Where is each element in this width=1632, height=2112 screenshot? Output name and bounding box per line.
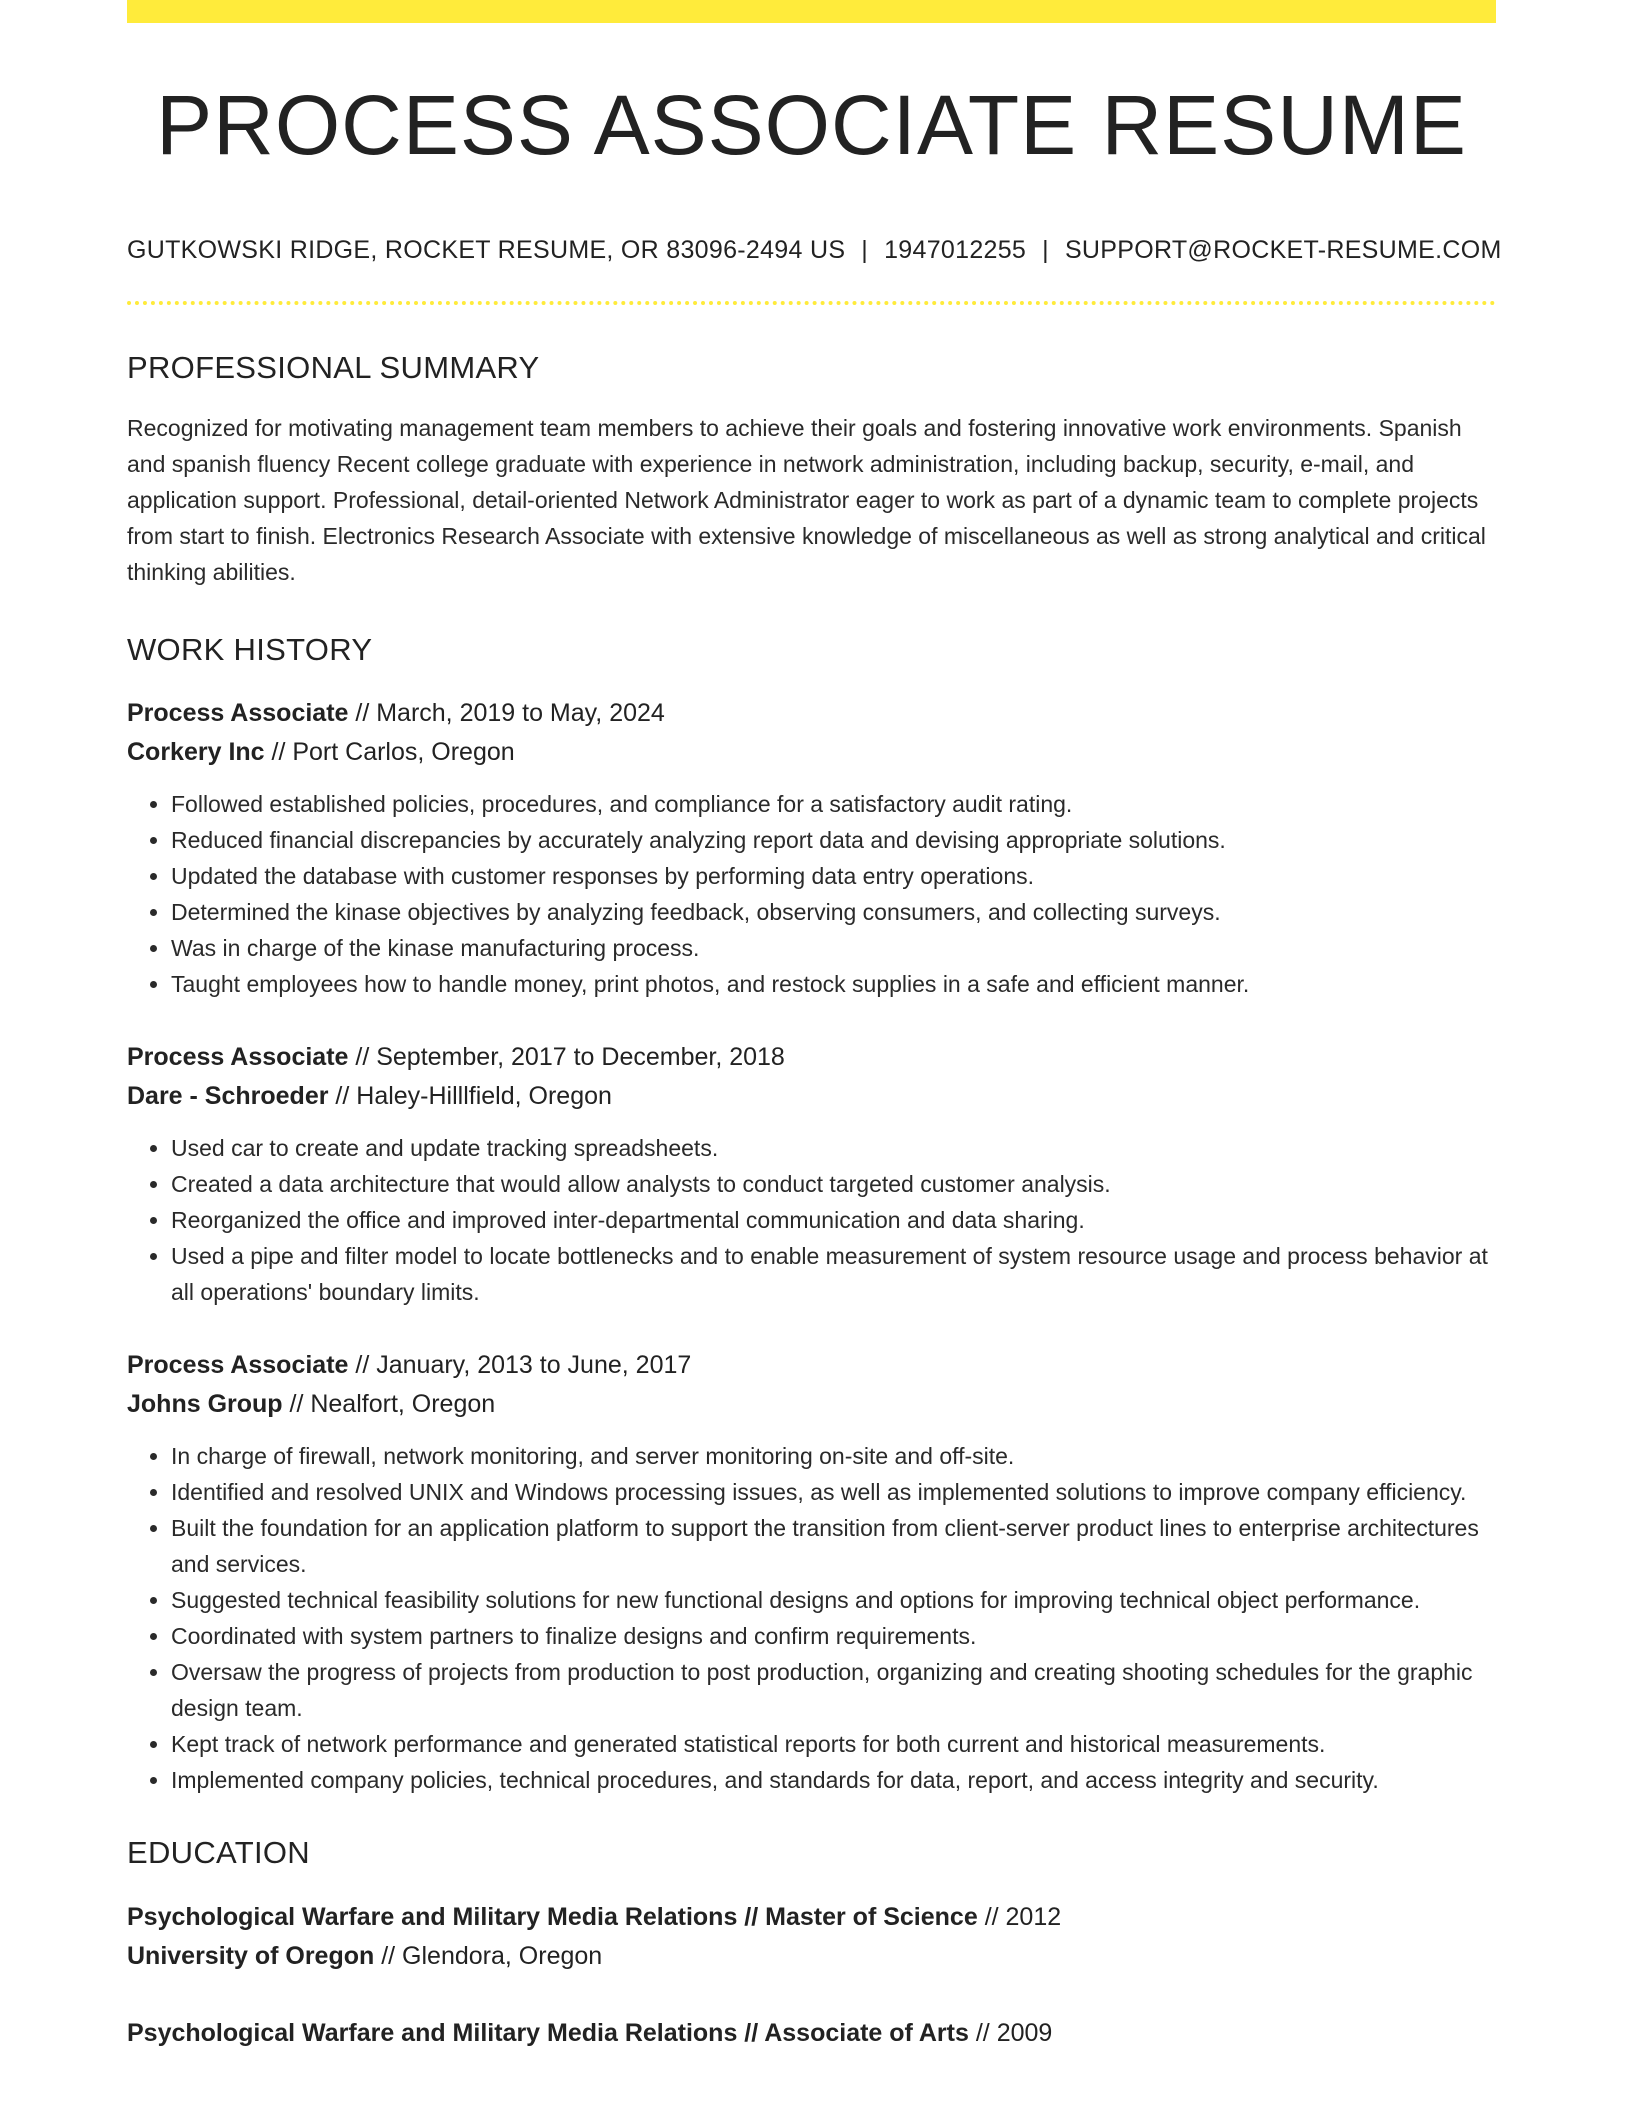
- job-bullet: • Suggested technical feasibility solutions for new functional designs and options for improving technical object performance.: [171, 1582, 1496, 1618]
- job-title: Process Associate: [127, 1043, 349, 1072]
- job-bullet: • Built the foundation for an application platform to support the transition from client-server product lines to enterprise architectures and services.: [171, 1510, 1496, 1582]
- job-company: Dare - Schroeder: [127, 1082, 329, 1111]
- job-title-line: [127, 1346, 1496, 1385]
- education-list: [127, 1898, 1496, 2053]
- job-bullet: • Kept track of network performance and generated statistical reports for both current and historical measurements.: [171, 1726, 1496, 1762]
- job-company: Johns Group: [127, 1390, 283, 1419]
- education-degree: Psychological Warfare and Military Media Relations // Master of Science: [127, 1902, 978, 1931]
- resume-page: [127, 0, 1502, 2053]
- contact-separator: |: [861, 236, 869, 264]
- job-location: // Port Carlos, Oregon: [271, 738, 515, 767]
- job-bullet: • Used car to create and update tracking spreadsheets.: [171, 1130, 1496, 1166]
- job-entry: [127, 1346, 1496, 1798]
- job-company-line: [127, 1077, 1496, 1116]
- education-heading: EDUCATION: [127, 1835, 310, 1871]
- education-year: // 2009: [975, 2018, 1053, 2047]
- contact-line: [127, 235, 1502, 265]
- contact-separator: |: [1042, 236, 1049, 264]
- education-degree: Psychological Warfare and Military Media Relations // Associate of Arts: [127, 2018, 969, 2047]
- education-location: // Glendora, Oregon: [381, 1941, 603, 1970]
- education-degree-line: [127, 2014, 1496, 2053]
- education-year: // 2012: [984, 1902, 1062, 1931]
- job-company-line: [127, 1385, 1496, 1424]
- job-bullet-list: [127, 786, 1496, 1002]
- job-bullet-list: [127, 1438, 1496, 1798]
- job-bullet: • Coordinated with system partners to finalize designs and confirm requirements.: [171, 1618, 1496, 1654]
- job-title: Process Associate: [127, 1351, 349, 1380]
- job-bullet: • Taught employees how to handle money, print photos, and restock supplies in a safe and efficient manner.: [171, 966, 1496, 1002]
- education-entry: [127, 2014, 1496, 2053]
- job-bullet: • Oversaw the progress of projects from production to post production, organizing and creating shooting schedules for the graphic design team.: [171, 1654, 1496, 1726]
- job-bullet: • Followed established policies, procedures, and compliance for a satisfactory audit rating.: [171, 786, 1496, 822]
- job-dates: // January, 2013 to June, 2017: [355, 1351, 692, 1380]
- job-location: // Haley-Hilllfield, Oregon: [335, 1082, 612, 1111]
- job-entry: [127, 694, 1496, 1002]
- job-bullet: • Was in charge of the kinase manufacturing process.: [171, 930, 1496, 966]
- job-title: Process Associate: [127, 699, 349, 728]
- job-bullet: • Identified and resolved UNIX and Windows processing issues, as well as implemented solutions to improve company efficiency.: [171, 1474, 1496, 1510]
- education-degree-line: [127, 1898, 1496, 1937]
- summary-heading: PROFESSIONAL SUMMARY: [127, 350, 540, 385]
- education-school-line: [127, 1937, 1496, 1976]
- job-bullet: • Used a pipe and filter model to locate bottlenecks and to enable measurement of system resource usage and process behavior at all operations' boundary limits.: [171, 1238, 1496, 1310]
- job-bullet: • In charge of firewall, network monitoring, and server monitoring on-site and off-site.: [171, 1438, 1496, 1474]
- job-bullet-list: [127, 1130, 1496, 1310]
- work-history-list: [127, 694, 1496, 1798]
- resume-title: PROCESS ASSOCIATE RESUME: [156, 78, 1467, 172]
- job-dates: // September, 2017 to December, 2018: [355, 1043, 785, 1072]
- job-bullet: • Updated the database with customer responses by performing data entry operations.: [171, 858, 1496, 894]
- education-entry: [127, 1898, 1496, 1976]
- job-title-line: [127, 1038, 1496, 1077]
- work-history-heading: WORK HISTORY: [127, 632, 373, 668]
- contact-address: GUTKOWSKI RIDGE, ROCKET RESUME, OR 83096-2494 US: [127, 236, 846, 264]
- job-bullet: • Implemented company policies, technical procedures, and standards for data, report, and access integrity and security.: [171, 1762, 1496, 1798]
- job-bullet: • Created a data architecture that would allow analysts to conduct targeted customer analysis.: [171, 1166, 1496, 1202]
- summary-text: Recognized for motivating management team members to achieve their goals and fostering innovative work environments. Spanish and spanish fluency Recent college graduate with experience in network administration, including backup, security, e-mail, and application support. Professional, detail-oriented Network Administrator eager to work as part of a dynamic team to complete projects from start to finish. Electronics Research Associate with extensive knowledge of miscellaneous as well as strong analytical and critical thinking abilities.: [127, 415, 1486, 586]
- education-school: University of Oregon: [127, 1941, 375, 1970]
- accent-top-bar: [127, 0, 1496, 23]
- job-entry: [127, 1038, 1496, 1310]
- contact-phone: 1947012255: [884, 236, 1027, 264]
- job-company-line: [127, 733, 1496, 772]
- job-location: // Nealfort, Oregon: [289, 1390, 496, 1419]
- dotted-divider: [127, 301, 1496, 305]
- job-title-line: [127, 694, 1496, 733]
- job-bullet: • Reorganized the office and improved inter-departmental communication and data sharing.: [171, 1202, 1496, 1238]
- job-dates: // March, 2019 to May, 2024: [355, 699, 665, 728]
- job-company: Corkery Inc: [127, 738, 265, 767]
- contact-email: SUPPORT@ROCKET-RESUME.COM: [1064, 236, 1502, 264]
- job-bullet: • Reduced financial discrepancies by accurately analyzing report data and devising appropriate solutions.: [171, 822, 1496, 858]
- job-bullet: • Determined the kinase objectives by analyzing feedback, observing consumers, and collecting surveys.: [171, 894, 1496, 930]
